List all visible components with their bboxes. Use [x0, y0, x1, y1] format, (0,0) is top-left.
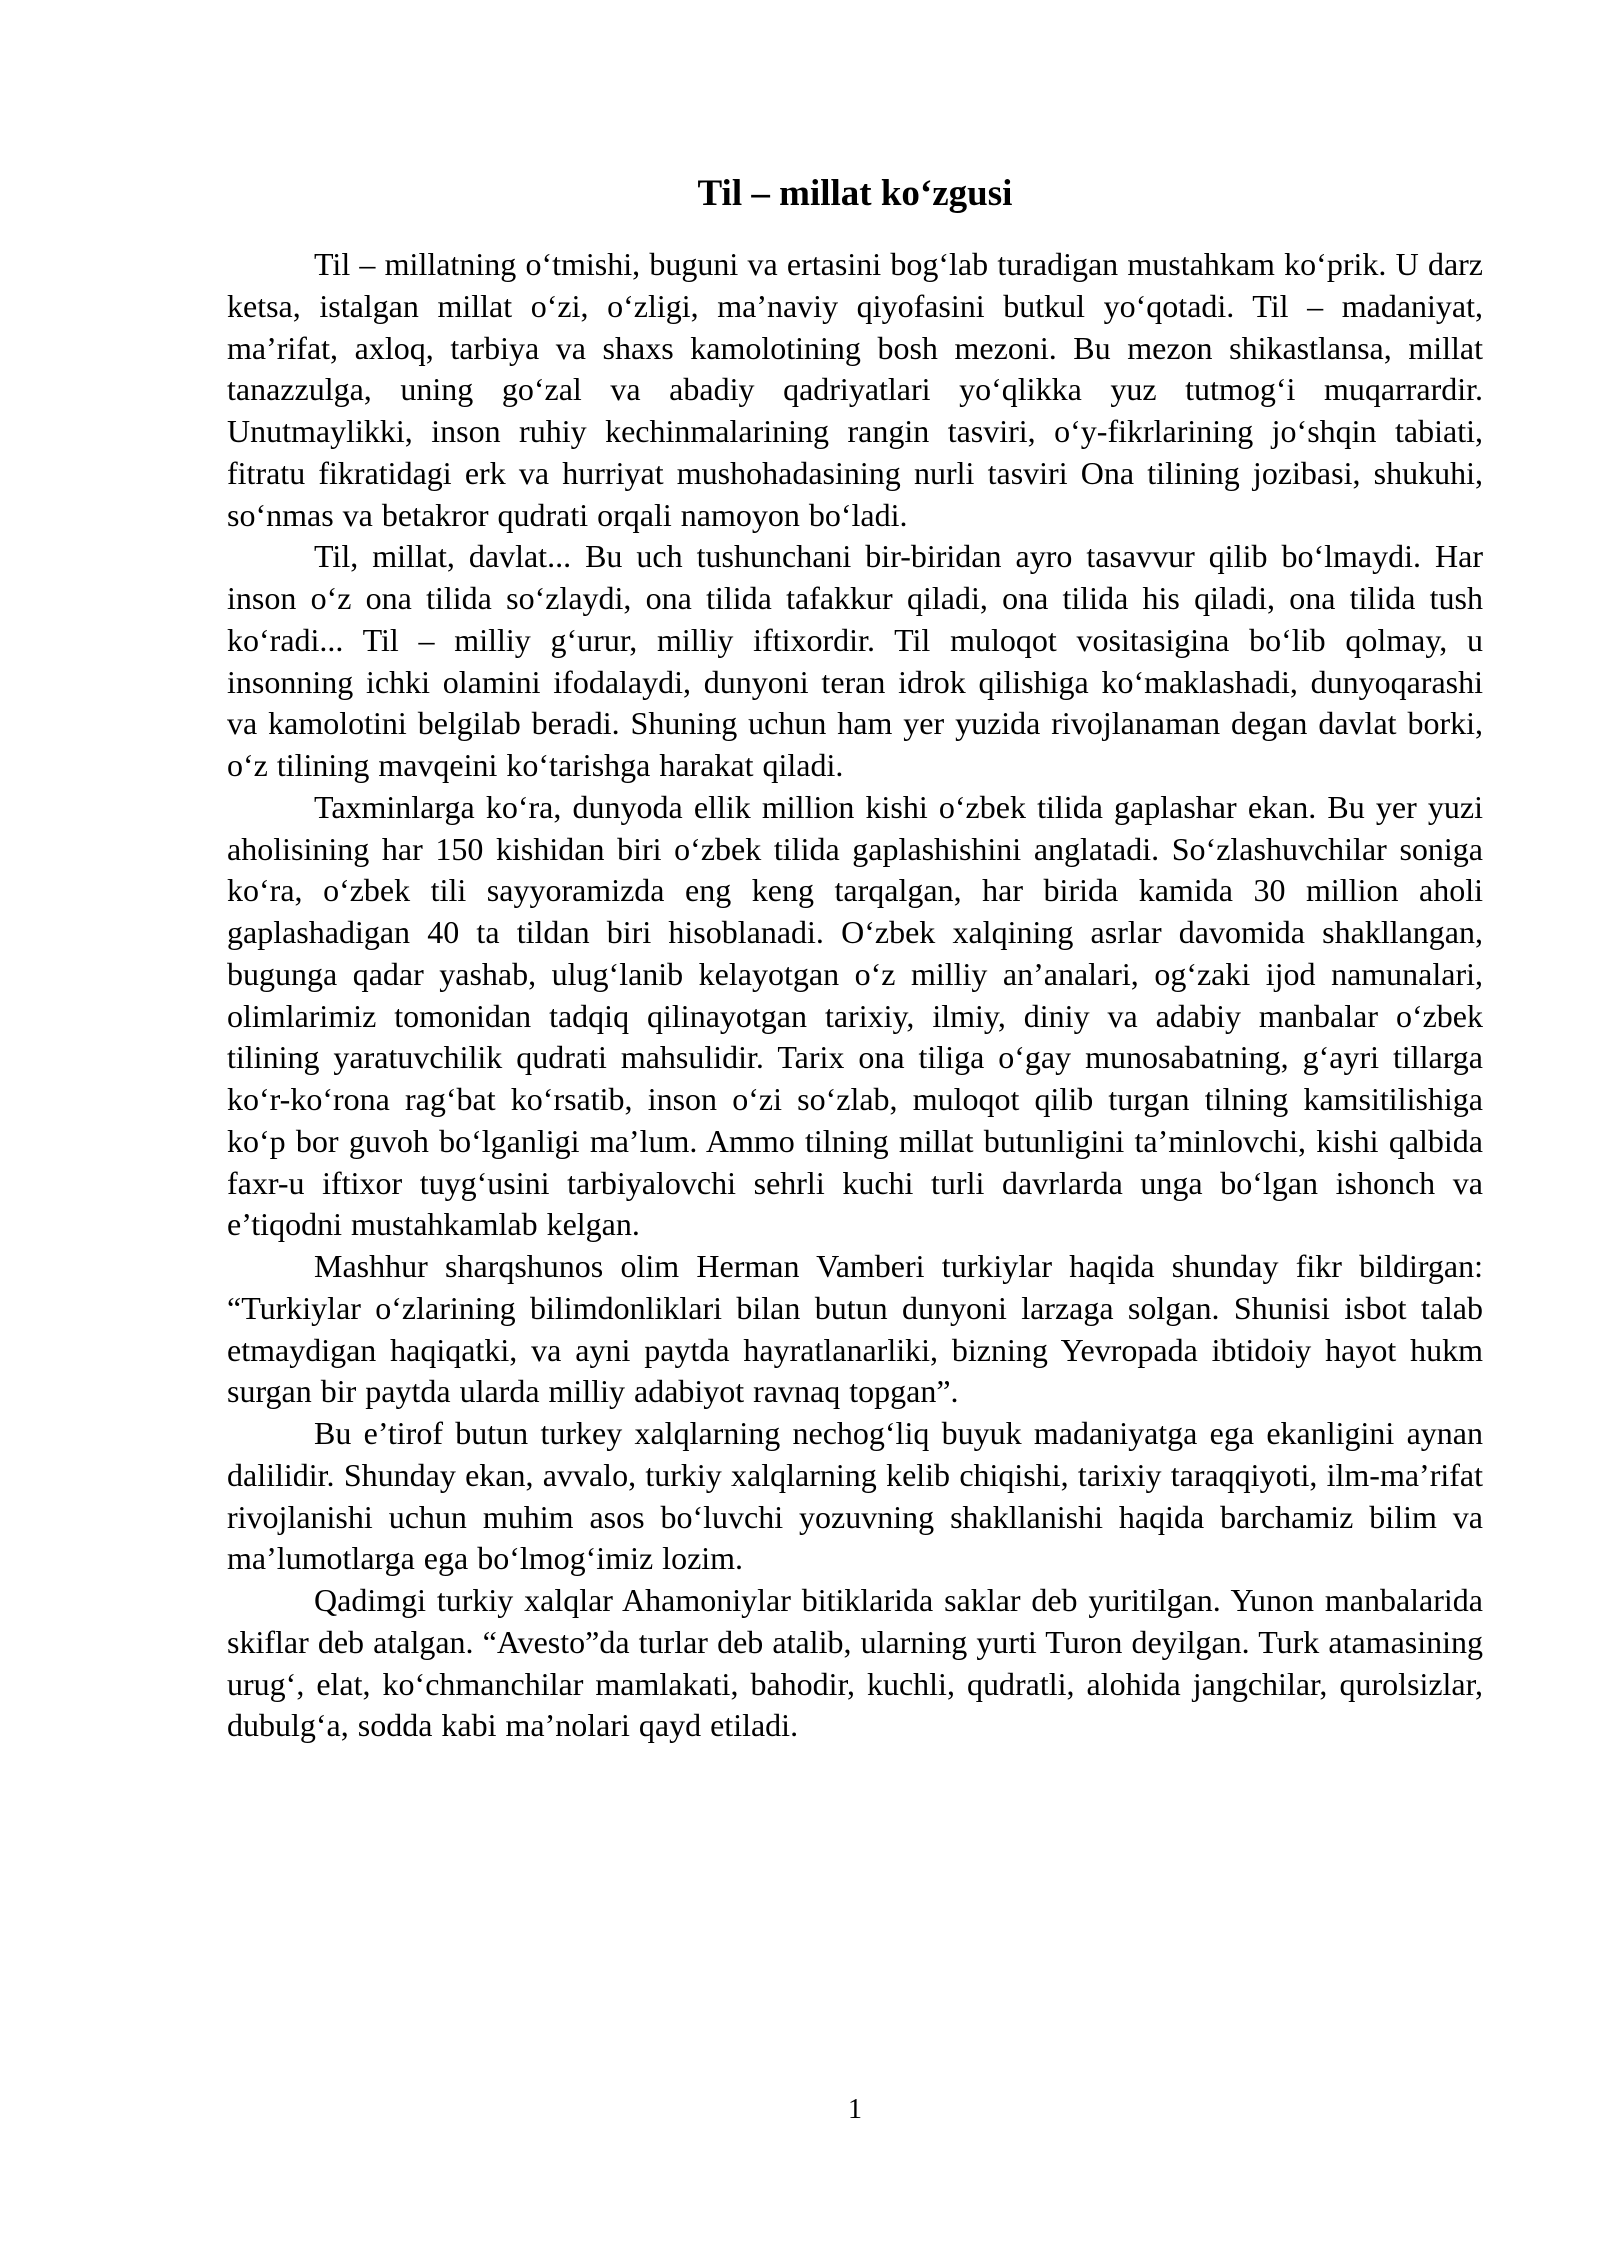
paragraph-6: Qadimgi turkiy xalqlar Ahamoniylar bitiklarida saklar deb yuritilgan. Yunon manbalarida skiflar deb atalgan. “Avesto”da turlar deb atalib, ularning yurti Turon deyilgan. Turk atamasining urug‘, elat, ko‘chmanchilar mamlakati, bahodir, kuchli, qudratli, alohida jangchilar, qurolsizlar, dubulg‘a, sodda kabi ma’nolari qayd etiladi.: [227, 1582, 1483, 1744]
document-content: [227, 172, 1483, 1747]
paragraph-5: Bu e’tirof butun turkey xalqlarning nechog‘liq buyuk madaniyatga ega ekanligini aynan dalilidir. Shunday ekan, avvalo, turkiy xalqlarning kelib chiqishi, tarixiy taraqqiyoti, ilm-ma’rifat rivojlanishi uchun muhim asos bo‘luvchi yozuvning shakllanishi haqida barchamiz bilim va ma’lumotlarga ega bo‘lmog‘imiz lozim.: [227, 1415, 1483, 1577]
paragraph-3: Taxminlarga ko‘ra, dunyoda ellik million kishi o‘zbek tilida gaplashar ekan. Bu yer yuzi aholisining har 150 kishidan biri o‘zbek tilida gaplashishini anglatadi. So‘zlashuvchilar soniga ko‘ra, o‘zbek tili sayyoramizda eng keng tarqalgan, har birida kamida 30 million aholi gaplashadigan 40 ta tildan biri hisoblanadi. O‘zbek xalqining asrlar davomida shakllangan, bugunga qadar yashab, ulug‘lanib kelayotgan o‘z milliy an’analari, og‘zaki ijod namunalari, olimlarimiz tomonidan tadqiq qilinayotgan tarixiy, ilmiy, diniy va adabiy manbalar o‘zbek tilining yaratuvchilik qudrati mahsulidir. Tarix ona tiliga o‘gay munosabatning, g‘ayri tillarga ko‘r-ko‘rona rag‘bat ko‘rsatib, inson o‘zi so‘zlab, muloqot qilib turgan tilning kamsitilishiga ko‘p bor guvoh bo‘lganligi ma’lum. Ammo tilning millat butunligini ta’minlovchi, kishi qalbida faxr-u iftixor tuyg‘usini tarbiyalovchi sehrli kuchi turli davrlarda unga bo‘lgan ishonch va e’tiqodni mustahkamlab kelgan.: [227, 788, 1483, 1243]
page-number: 1: [848, 2094, 862, 2125]
page-title: Til – millat ko‘zgusi: [697, 173, 1013, 214]
paragraph-1: Til – millatning o‘tmishi, buguni va ertasini bog‘lab turadigan mustahkam ko‘prik. U darz ketsa, istalgan millat o‘zi, o‘zligi, ma’naviy qiyofasini butkul yo‘qotadi. Til – madaniyat, ma’rifat, axloq, tarbiya va shaxs kamolotining bosh mezoni. Bu mezon shikastlansa, millat tanazzulga, uning go‘zal va abadiy qadriyatlari yo‘qlikka yuz tutmog‘i muqarrardir. Unutmaylikki, inson ruhiy kechinmalarining rangin tasviri, o‘y-fikrlarining jo‘shqin tabiati, fitratu fikratidagi erk va hurriyat mushohadasining nurli tasviri Ona tilining jozibasi, shukuhi, so‘nmas va betakror qudrati orqali namoyon bo‘ladi.: [227, 246, 1483, 533]
paragraph-4: Mashhur sharqshunos olim Herman Vamberi turkiylar haqida shunday fikr bildirgan: “Turkiylar o‘zlarining bilimdonliklari bilan butun dunyoni larzaga solgan. Shunisi isbot talab etmaydigan haqiqatki, va ayni paytda hayratlanarliki, bizning Yevropada ibtidoiy hayot hukm surgan bir paytda ularda milliy adabiyot ravnaq topgan”.: [227, 1248, 1483, 1410]
paragraph-2: Til, millat, davlat... Bu uch tushunchani bir-biridan ayro tasavvur qilib bo‘lmaydi. Har inson o‘z ona tilida so‘zlaydi, ona tilida tafakkur qiladi, ona tilida his qiladi, ona tilida tush ko‘radi... Til – milliy g‘urur, milliy iftixordir. Til muloqot vositasigina bo‘lib qolmay, u insonning ichki olamini ifodalaydi, dunyoni teran idrok qilishiga ko‘maklashadi, dunyoqarashi va kamolotini belgilab beradi. Shuning uchun ham yer yuzida rivojlanaman degan davlat borki, o‘z tilining mavqeini ko‘tarishga harakat qiladi.: [227, 538, 1483, 783]
document-body: [227, 244, 1483, 1747]
